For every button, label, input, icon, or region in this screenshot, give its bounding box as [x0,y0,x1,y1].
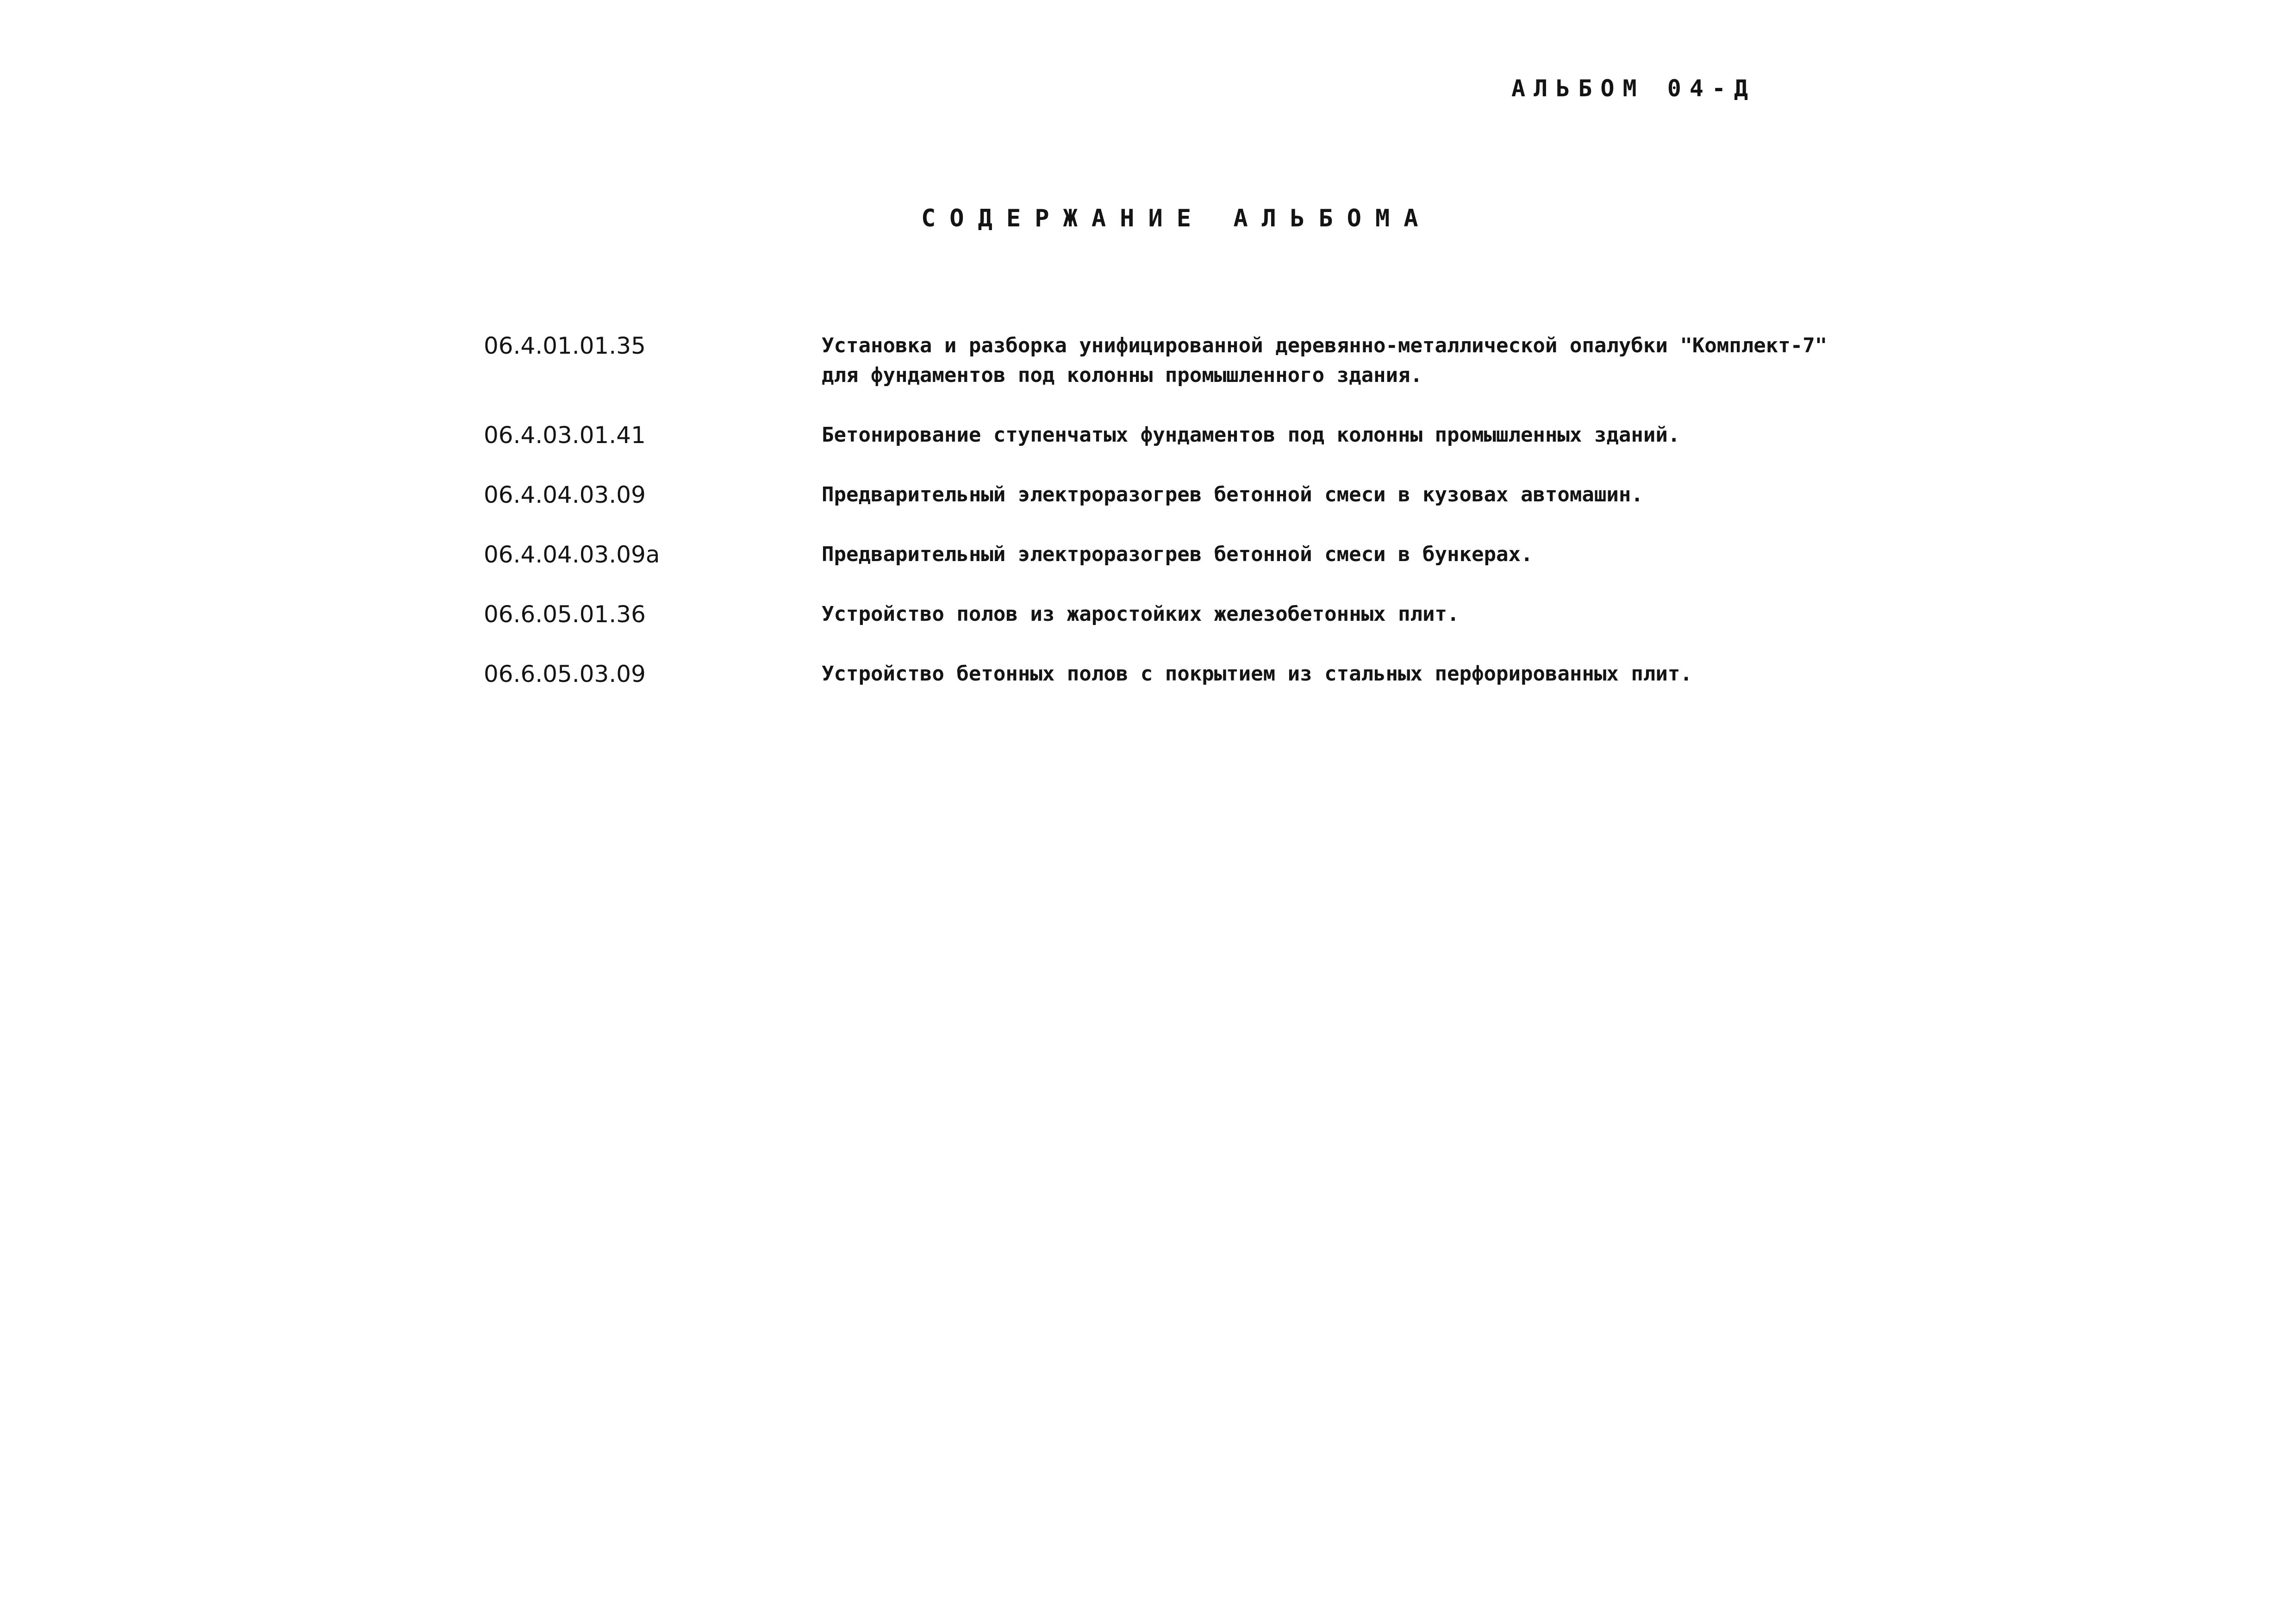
entry-description-line: Установка и разборка унифицированной деревянно-металлической опалубки "Комплект-7" [822,334,1828,357]
entry-code: 06.4.03.01.41 [484,422,646,449]
entry-code: 06.4.01.01.35 [484,332,646,359]
list-item [484,420,1872,450]
entry-code: 06.4.04.03.09 [484,481,646,508]
entry-description-line: Устройство полов из жаростойких железобетонных плит. [822,602,1460,626]
entry-description [822,600,1872,629]
page-title: СОДЕРЖАНИЕ АЛЬБОМА [921,205,1432,232]
entry-code: 06.4.04.03.09а [484,541,660,568]
entry-code: 06.6.05.01.36 [484,601,646,628]
entry-description [822,331,1872,390]
list-item [484,331,1872,390]
entry-description-line: Предварительный электроразогрев бетонной смеси в бункерах. [822,543,1533,566]
list-item [484,480,1872,510]
entry-description-line: Предварительный электроразогрев бетонной смеси в кузовах автомашин. [822,483,1643,506]
entry-description-line: для фундаментов под колонны промышленного здания. [822,363,1423,387]
entry-description-line: Устройство бетонных полов с покрытием из стальных перфорированных плит. [822,662,1692,686]
list-item [484,540,1872,569]
list-item [484,600,1872,629]
entry-description [822,659,1872,689]
entry-description [822,420,1872,450]
album-label: АЛЬБОМ 04-Д [1511,75,1757,102]
entry-description [822,540,1872,569]
entry-code: 06.6.05.03.09 [484,661,646,687]
list-item [484,659,1872,689]
contents-list [484,331,1872,719]
entry-description [822,480,1872,510]
entry-description-line: Бетонирование ступенчатых фундаментов под колонны промышленных зданий. [822,423,1680,447]
